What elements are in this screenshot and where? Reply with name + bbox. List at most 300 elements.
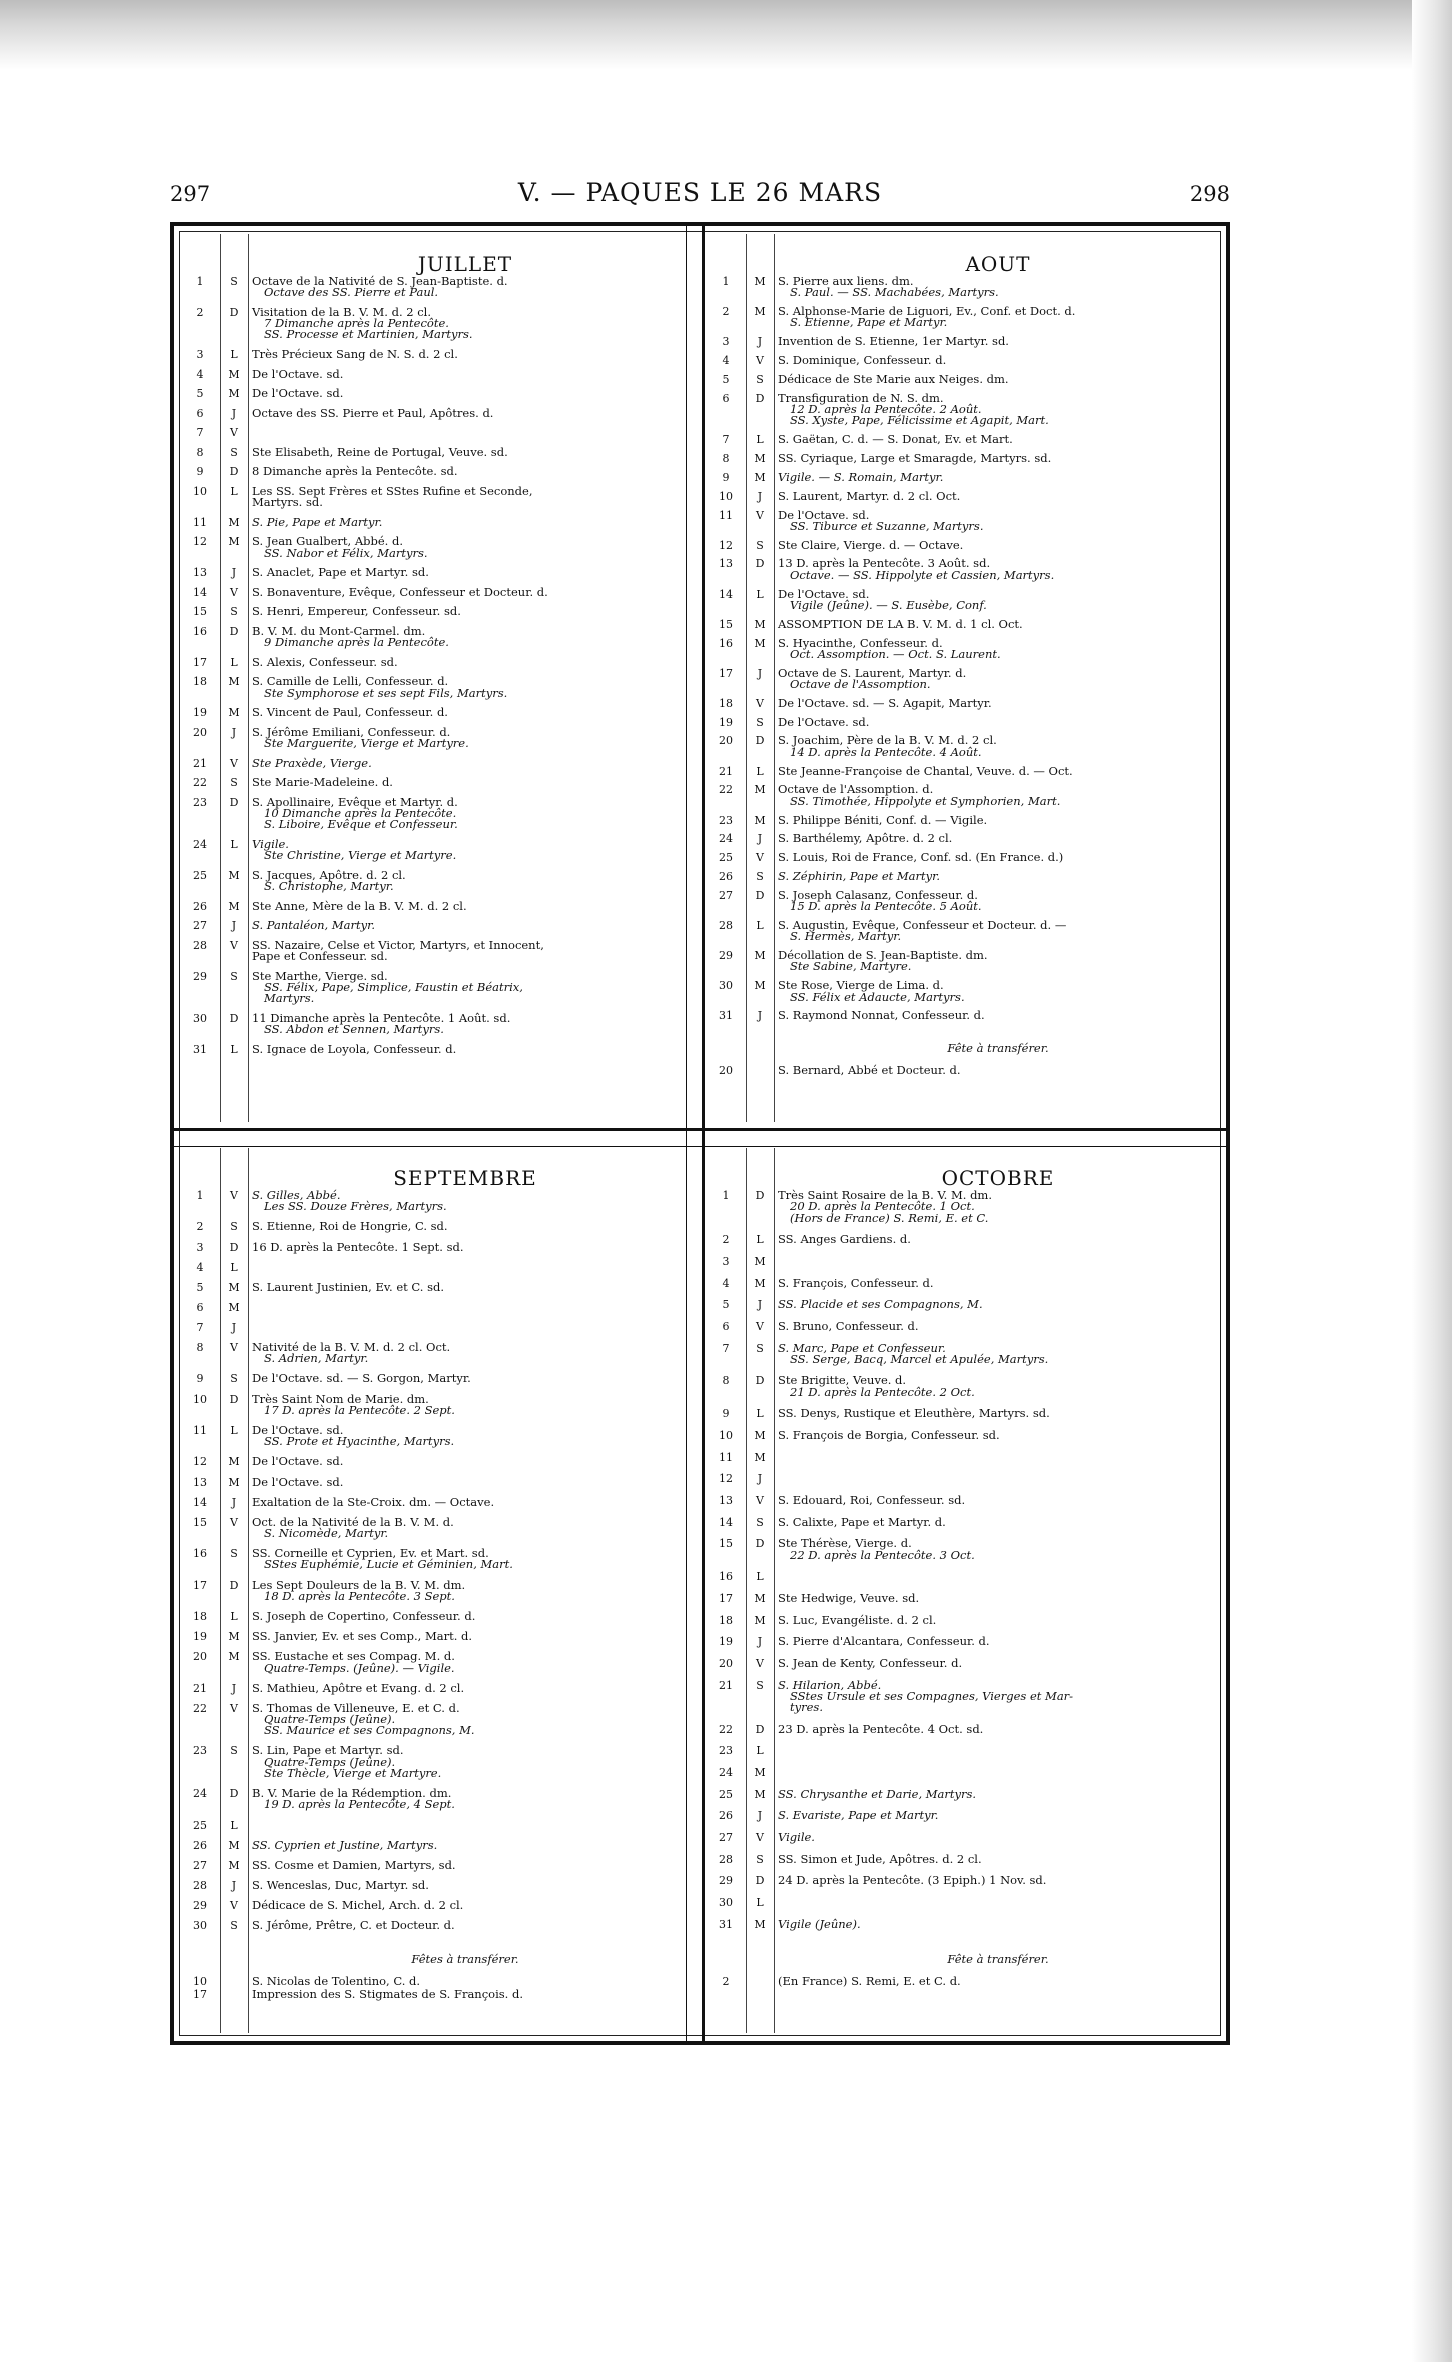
feast-line: SS. Félix et Adaucte, Martyrs. bbox=[790, 989, 965, 1004]
weekday-letter: M bbox=[754, 1591, 766, 1605]
day-number: 1 bbox=[196, 1189, 204, 1202]
feast-line: S. Jérôme, Prêtre, C. et Docteur. d. bbox=[252, 1918, 455, 1933]
feast-line: 21 D. après la Pentecôte. 2 Oct. bbox=[790, 1384, 975, 1399]
feast-line: SS. Serge, Bacq, Marcel et Apulée, Martyrs. bbox=[790, 1351, 1049, 1366]
scan-noise-right bbox=[1412, 0, 1452, 2362]
weekday-letter: V bbox=[230, 1341, 238, 1355]
feast-line: Octave de S. Laurent, Martyr. d. bbox=[778, 665, 967, 680]
feast-line: Quatre-Temps (Jeûne). bbox=[264, 1712, 396, 1727]
weekday-letter: M bbox=[228, 1838, 240, 1852]
weekday-letter: M bbox=[228, 899, 240, 913]
weekday-letter: J bbox=[757, 1009, 763, 1023]
feast-line: 8 Dimanche après la Pentecôte. sd. bbox=[252, 464, 458, 479]
weekday-letter: M bbox=[754, 1429, 766, 1443]
feast-line: SStes Euphémie, Lucie et Géminien, Mart. bbox=[264, 1557, 513, 1572]
feast-line: S. Hyacinthe, Confesseur. d. bbox=[778, 635, 943, 650]
day-number: 7 bbox=[722, 433, 730, 447]
weekday-letter: L bbox=[756, 1407, 764, 1421]
feast-line: S. Lin, Pape et Martyr. sd. bbox=[252, 1743, 404, 1758]
feast-line: S. Pierre d'Alcantara, Confesseur. d. bbox=[778, 1634, 990, 1649]
weekday-letter: D bbox=[755, 557, 765, 571]
feast-line: Invention de S. Etienne, 1er Martyr. sd. bbox=[778, 334, 1009, 349]
day-number: 27 bbox=[193, 919, 207, 933]
weekday-letter: V bbox=[756, 354, 764, 368]
transfer-heading: Fête à transférer. bbox=[947, 1040, 1049, 1055]
weekday-letter: D bbox=[755, 1189, 765, 1202]
weekday-letter: M bbox=[754, 452, 766, 465]
feast-line: De l'Octave. sd. bbox=[778, 586, 870, 601]
weekday-letter: S bbox=[230, 1744, 238, 1758]
day-number: 14 bbox=[193, 585, 207, 599]
weekday-letter: D bbox=[755, 1537, 765, 1551]
weekday-letter: L bbox=[230, 1042, 238, 1056]
day-number: 8 bbox=[196, 1341, 204, 1355]
feast-line: S. Wenceslas, Duc, Martyr. sd. bbox=[252, 1877, 429, 1892]
day-number: 26 bbox=[193, 899, 207, 913]
feast-line: S. Alphonse-Marie de Liguori, Ev., Conf. et Doct. d. bbox=[778, 304, 1076, 319]
weekday-letter: J bbox=[231, 1878, 237, 1892]
weekday-letter: L bbox=[230, 837, 238, 851]
day-number: 12 bbox=[719, 1472, 733, 1486]
feast-line: S. Calixte, Pape et Martyr. d. bbox=[778, 1514, 946, 1529]
weekday-letter: M bbox=[754, 470, 766, 484]
weekday-letter: L bbox=[756, 919, 764, 933]
day-number: 21 bbox=[719, 1678, 733, 1692]
day-number: 19 bbox=[193, 706, 207, 720]
column-rule bbox=[774, 234, 775, 1122]
day-number: 10 bbox=[719, 489, 733, 503]
feast-line: SS. Maurice et ses Compagnons, M. bbox=[264, 1723, 475, 1738]
day-number: 3 bbox=[196, 348, 204, 362]
feast-line: Quatre-Temps. (Jeûne). — Vigile. bbox=[264, 1660, 455, 1675]
day-number: 7 bbox=[196, 426, 204, 440]
weekday-letter: S bbox=[756, 870, 764, 884]
vertical-divider bbox=[686, 226, 705, 2041]
weekday-letter: V bbox=[230, 938, 238, 952]
feast-line: S. Camille de Lelli, Confesseur. d. bbox=[252, 674, 449, 689]
feast-line: S. Laurent, Martyr. d. 2 cl. Oct. bbox=[778, 488, 961, 503]
weekday-letter: S bbox=[756, 1341, 764, 1355]
weekday-letter: D bbox=[755, 391, 765, 405]
feast-line: S. Luc, Evangéliste. d. 2 cl. bbox=[778, 1612, 937, 1627]
weekday-letter: V bbox=[756, 1494, 764, 1507]
day-number: 6 bbox=[196, 406, 204, 420]
weekday-letter: M bbox=[228, 1630, 240, 1644]
feast-line: Les Sept Douleurs de la B. V. M. dm. bbox=[252, 1577, 466, 1592]
feast-line: 14 D. après la Pentecôte. 4 Août. bbox=[790, 744, 982, 759]
feast-line: 16 D. après la Pentecôte. 1 Sept. sd. bbox=[252, 1239, 464, 1254]
day-number: 21 bbox=[193, 1681, 207, 1695]
day-number: 26 bbox=[719, 1809, 733, 1823]
day-number: 30 bbox=[193, 1919, 207, 1933]
day-number: 23 bbox=[193, 795, 207, 809]
feast-line: 7 Dimanche après la Pentecôte. bbox=[264, 316, 449, 331]
feast-line: 10 Dimanche après la Pentecôte. bbox=[264, 806, 457, 820]
column-rule bbox=[248, 234, 249, 1122]
feast-line: S. Barthélemy, Apôtre. d. 2 cl. bbox=[778, 831, 953, 846]
weekday-letter: M bbox=[754, 1276, 766, 1290]
weekday-letter: L bbox=[756, 1744, 764, 1758]
day-number: 12 bbox=[193, 535, 207, 549]
day-number: 2 bbox=[722, 1233, 730, 1247]
month-title: AOUT bbox=[965, 252, 1031, 276]
feast-line: Ste Hedwige, Veuve. sd. bbox=[778, 1590, 920, 1605]
weekday-letter: S bbox=[230, 445, 238, 459]
day-number: 24 bbox=[719, 832, 733, 846]
feast-line: 15 D. après la Pentecôte. 5 Août. bbox=[790, 899, 982, 914]
weekday-letter: L bbox=[230, 484, 238, 498]
feast-line: SS. Janvier, Ev. et ses Comp., Mart. d. bbox=[252, 1629, 473, 1644]
weekday-letter: M bbox=[754, 1254, 766, 1268]
feast-line: S. Ignace de Loyola, Confesseur. d. bbox=[252, 1041, 457, 1056]
day-number: 10 bbox=[193, 1392, 207, 1406]
day-number: 16 bbox=[719, 1570, 733, 1584]
transfer-feast: S. Bernard, Abbé et Docteur. d. bbox=[778, 1063, 961, 1078]
feast-line: Ste Thècle, Vierge et Martyre. bbox=[264, 1766, 442, 1781]
page-number-right: 298 bbox=[1189, 182, 1230, 206]
feast-line: SS. Xyste, Pape, Félicissime et Agapit, Mart. bbox=[790, 413, 1049, 428]
weekday-letter: M bbox=[228, 515, 240, 529]
feast-line: 13 D. après la Pentecôte. 3 Août. sd. bbox=[778, 556, 991, 571]
day-number: 7 bbox=[722, 1341, 730, 1355]
feast-line: 22 D. après la Pentecôte. 3 Oct. bbox=[790, 1547, 975, 1562]
feast-line: S. Jérôme Emiliani, Confesseur. d. bbox=[252, 724, 451, 739]
column-rule bbox=[248, 1148, 249, 2033]
feast-line: S. Raymond Nonnat, Confesseur. d. bbox=[778, 1008, 985, 1023]
day-number: 6 bbox=[722, 1319, 730, 1333]
feast-line: Ste Marie-Madeleine. d. bbox=[252, 775, 393, 790]
feast-line: 19 D. après la Pentecôte, 4 Sept. bbox=[264, 1797, 455, 1812]
quadrant-juillet bbox=[182, 234, 678, 1122]
day-number: 28 bbox=[193, 938, 207, 952]
day-number: 11 bbox=[719, 508, 733, 522]
day-number: 5 bbox=[196, 1280, 204, 1294]
weekday-letter: M bbox=[228, 1858, 240, 1872]
weekday-letter: D bbox=[229, 1240, 239, 1254]
day-number: 19 bbox=[719, 715, 733, 729]
feast-line: S. Paul. — SS. Machabées, Martyrs. bbox=[790, 285, 999, 300]
feast-line: Décollation de S. Jean-Baptiste. dm. bbox=[778, 948, 988, 963]
day-number: 17 bbox=[193, 655, 207, 669]
feast-line: Transfiguration de N. S. dm. bbox=[778, 390, 944, 405]
transfer-feast: Impression des S. Stigmates de S. François. d. bbox=[252, 1986, 523, 2001]
day-number: 16 bbox=[719, 636, 733, 650]
feast-line: SS. Félix, Pape, Simplice, Faustin et Béatrix, bbox=[264, 979, 523, 994]
feast-line: Vigile (Jeûne). bbox=[778, 1916, 861, 1931]
feast-line: De l'Octave. sd. — S. Agapit, Martyr. bbox=[778, 695, 992, 710]
feast-line: Dédicace de Ste Marie aux Neiges. dm. bbox=[778, 371, 1009, 386]
weekday-letter: M bbox=[228, 367, 240, 381]
weekday-letter: J bbox=[757, 666, 763, 680]
weekday-letter: V bbox=[230, 1701, 238, 1715]
weekday-letter: S bbox=[230, 1547, 238, 1561]
weekday-letter: M bbox=[228, 706, 240, 720]
day-number: 27 bbox=[193, 1858, 207, 1872]
feast-line: S. Zéphirin, Pape et Martyr. bbox=[778, 869, 941, 884]
day-number: 19 bbox=[193, 1630, 207, 1644]
feast-line: De l'Octave. sd. bbox=[252, 1474, 344, 1489]
feast-line: Très Saint Rosaire de la B. V. M. dm. bbox=[778, 1188, 992, 1202]
feast-line: Ste Christine, Vierge et Martyre. bbox=[264, 848, 457, 863]
feast-line: Octave de l'Assomption. bbox=[790, 676, 931, 691]
feast-line: Ste Sabine, Martyre. bbox=[790, 959, 912, 974]
weekday-letter: S bbox=[230, 1919, 238, 1933]
feast-line: S. Joseph Calasanz, Confesseur. d. bbox=[778, 887, 978, 902]
feast-line: SS. Timothée, Hippolyte et Symphorien, Mart. bbox=[790, 793, 1061, 808]
day-number: 4 bbox=[196, 1260, 204, 1274]
day-number: 19 bbox=[719, 1635, 733, 1649]
day-number: 23 bbox=[193, 1744, 207, 1758]
weekday-letter: S bbox=[230, 776, 238, 790]
transfer-feast: S. Nicolas de Tolentino, C. d. bbox=[252, 1974, 421, 1989]
weekday-letter: M bbox=[754, 1766, 766, 1780]
feast-line: Quatre-Temps (Jeûne). bbox=[264, 1754, 396, 1769]
feast-line: S. Joachim, Père de la B. V. M. d. 2 cl. bbox=[778, 733, 997, 748]
feast-line: SS. Cyriaque, Large et Smaragde, Martyrs. sd. bbox=[778, 451, 1052, 465]
feast-line: SS. Nabor et Félix, Martyrs. bbox=[264, 545, 428, 560]
day-number: 18 bbox=[193, 675, 207, 689]
day-number: 8 bbox=[722, 1374, 730, 1388]
weekday-letter: M bbox=[754, 636, 766, 650]
transfer-heading: Fêtes à transférer. bbox=[411, 1951, 519, 1966]
day-number: 14 bbox=[719, 587, 733, 601]
feast-line: 24 D. après la Pentecôte. (3 Epiph.) 1 Nov. sd. bbox=[778, 1873, 1047, 1888]
weekday-letter: V bbox=[756, 1831, 764, 1844]
day-number: 29 bbox=[719, 1874, 733, 1888]
day-number: 28 bbox=[719, 1852, 733, 1866]
feast-line: Vigile. bbox=[252, 836, 289, 851]
feast-line: S. Hermès, Martyr. bbox=[790, 929, 902, 944]
page-number-left: 297 bbox=[170, 182, 211, 206]
feast-line: Ste Anne, Mère de la B. V. M. d. 2 cl. bbox=[252, 898, 467, 913]
feast-line: S. Gilles, Abbé. bbox=[252, 1188, 341, 1202]
weekday-letter: S bbox=[756, 1515, 764, 1529]
weekday-letter: M bbox=[754, 1917, 766, 1931]
feast-line: S. Philippe Béniti, Conf. d. — Vigile. bbox=[778, 812, 988, 827]
day-number: 10 bbox=[193, 484, 207, 498]
feast-line: S. Alexis, Confesseur. sd. bbox=[252, 654, 398, 669]
feast-line: De l'Octave. sd. bbox=[778, 714, 870, 729]
day-number: 15 bbox=[719, 617, 733, 631]
weekday-letter: L bbox=[230, 1260, 238, 1274]
day-number: 25 bbox=[193, 868, 207, 882]
day-number: 25 bbox=[193, 1818, 207, 1832]
day-number: 5 bbox=[196, 387, 204, 401]
feast-line: S. Apollinaire, Evêque et Martyr. d. bbox=[252, 794, 458, 809]
day-number: 6 bbox=[722, 391, 730, 405]
weekday-letter: S bbox=[230, 969, 238, 983]
day-number: 20 bbox=[719, 1656, 733, 1670]
weekday-letter: L bbox=[756, 1895, 764, 1909]
day-number: 23 bbox=[719, 813, 733, 827]
feast-line: S. Pantaléon, Martyr. bbox=[252, 918, 376, 933]
day-number: 6 bbox=[196, 1300, 204, 1314]
day-number: 30 bbox=[193, 1011, 207, 1025]
weekday-letter: M bbox=[228, 1300, 240, 1314]
day-number: 25 bbox=[719, 851, 733, 865]
day-number: 8 bbox=[196, 445, 204, 459]
weekday-letter: J bbox=[757, 832, 763, 846]
feast-line: B. V. M. du Mont-Carmel. dm. bbox=[252, 623, 426, 638]
feast-line: SS. Nazaire, Celse et Victor, Martyrs, et Innocent, bbox=[252, 937, 544, 952]
weekday-letter: V bbox=[230, 1899, 238, 1913]
day-number: 2 bbox=[196, 305, 204, 319]
day-number: 29 bbox=[719, 949, 733, 963]
day-number: 3 bbox=[196, 1240, 204, 1254]
day-number: 27 bbox=[719, 888, 733, 902]
feast-line: Vigile (Jeûne). — S. Eusèbe, Conf. bbox=[790, 597, 987, 612]
weekday-letter: J bbox=[757, 1298, 763, 1312]
feast-line: Ste Thérèse, Vierge. d. bbox=[778, 1536, 912, 1551]
weekday-letter: M bbox=[754, 617, 766, 631]
feast-line: tyres. bbox=[790, 1700, 823, 1715]
weekday-letter: M bbox=[228, 1475, 240, 1489]
transfer-day: 10 bbox=[193, 1975, 207, 1989]
weekday-letter: V bbox=[756, 851, 764, 865]
feast-line: S. Christophe, Martyr. bbox=[264, 879, 394, 894]
feast-line: Octave de la Nativité de S. Jean-Baptiste. d. bbox=[252, 274, 508, 288]
weekday-letter: S bbox=[756, 1852, 764, 1866]
weekday-letter: M bbox=[228, 1280, 240, 1294]
weekday-letter: V bbox=[756, 508, 764, 522]
weekday-letter: M bbox=[754, 949, 766, 963]
day-number: 24 bbox=[719, 1766, 733, 1780]
day-number: 4 bbox=[722, 1276, 730, 1290]
day-number: 11 bbox=[193, 1424, 207, 1438]
calendar-frame bbox=[170, 222, 1230, 2045]
day-number: 31 bbox=[193, 1042, 207, 1056]
weekday-letter: L bbox=[230, 1818, 238, 1832]
feast-line: SS. Simon et Jude, Apôtres. d. 2 cl. bbox=[778, 1851, 982, 1866]
feast-line: Les SS. Douze Frères, Martyrs. bbox=[264, 1199, 447, 1214]
weekday-letter: S bbox=[756, 372, 764, 386]
day-number: 3 bbox=[722, 1254, 730, 1268]
weekday-letter: L bbox=[756, 433, 764, 447]
weekday-letter: J bbox=[231, 919, 237, 933]
feast-line: S. Thomas de Villeneuve, E. et C. d. bbox=[252, 1700, 460, 1715]
feast-line: Ste Rose, Vierge de Lima. d. bbox=[778, 978, 944, 993]
weekday-letter: J bbox=[231, 1495, 237, 1509]
weekday-letter: D bbox=[229, 465, 239, 479]
transfer-day: 20 bbox=[719, 1064, 733, 1078]
day-number: 14 bbox=[719, 1515, 733, 1529]
day-number: 15 bbox=[719, 1537, 733, 1551]
weekday-letter: D bbox=[755, 888, 765, 902]
day-number: 24 bbox=[193, 837, 207, 851]
feast-line: SStes Ursule et ses Compagnes, Vierges et Mar- bbox=[790, 1688, 1074, 1703]
weekday-letter: L bbox=[230, 1609, 238, 1623]
weekday-letter: M bbox=[228, 868, 240, 882]
weekday-letter: S bbox=[756, 538, 764, 552]
day-number: 20 bbox=[193, 1650, 207, 1664]
day-number: 8 bbox=[722, 452, 730, 465]
weekday-letter: M bbox=[754, 1450, 766, 1464]
month-title: JUILLET bbox=[417, 252, 513, 276]
feast-line: S. Jacques, Apôtre. d. 2 cl. bbox=[252, 867, 406, 882]
feast-line: ASSOMPTION DE LA B. V. M. d. 1 cl. Oct. bbox=[778, 616, 1023, 631]
day-number: 17 bbox=[193, 1578, 207, 1592]
day-number: 18 bbox=[719, 696, 733, 710]
feast-line: SS. Denys, Rustique et Eleuthère, Martyrs. sd. bbox=[778, 1406, 1050, 1421]
feast-line: S. Evariste, Pape et Martyr. bbox=[778, 1808, 939, 1823]
quadrant-aout bbox=[708, 234, 1218, 1122]
day-number: 18 bbox=[193, 1609, 207, 1623]
feast-line: S. Jean Gualbert, Abbé. d. bbox=[252, 534, 403, 549]
page-header bbox=[170, 178, 1230, 208]
day-number: 1 bbox=[722, 275, 730, 288]
weekday-letter: M bbox=[228, 675, 240, 689]
feast-line: Vigile. bbox=[778, 1830, 815, 1844]
weekday-letter: M bbox=[754, 979, 766, 993]
weekday-letter: S bbox=[756, 1678, 764, 1692]
feast-line: Les SS. Sept Frères et SStes Rufine et Seconde, bbox=[252, 483, 533, 498]
weekday-letter: L bbox=[230, 655, 238, 669]
weekday-letter: L bbox=[756, 764, 764, 778]
quadrant-octobre bbox=[708, 1148, 1218, 2033]
day-number: 10 bbox=[719, 1429, 733, 1443]
feast-line: Martyrs. sd. bbox=[252, 495, 323, 510]
feast-line: S. Pierre aux liens. dm. bbox=[778, 274, 914, 288]
feast-line: S. Augustin, Evêque, Confesseur et Docteur. d. — bbox=[778, 918, 1067, 933]
feast-line: S. François de Borgia, Confesseur. sd. bbox=[778, 1428, 1000, 1443]
feast-line: Pape et Confesseur. sd. bbox=[252, 949, 388, 963]
weekday-letter: L bbox=[756, 1233, 764, 1247]
day-number: 31 bbox=[719, 1917, 733, 1931]
day-number: 22 bbox=[719, 783, 733, 797]
feast-line: Octave de l'Assomption. d. bbox=[778, 782, 934, 797]
day-number: 2 bbox=[722, 305, 730, 319]
feast-line: (Hors de France) S. Remi, E. et C. bbox=[790, 1210, 989, 1225]
day-number: 30 bbox=[719, 979, 733, 993]
weekday-letter: J bbox=[757, 1809, 763, 1823]
feast-line: S. Dominique, Confesseur. d. bbox=[778, 353, 947, 368]
feast-line: Ste Marthe, Vierge. sd. bbox=[252, 968, 388, 983]
column-rule bbox=[774, 1148, 775, 2033]
weekday-letter: D bbox=[755, 734, 765, 748]
feast-line: SS. Anges Gardiens. d. bbox=[778, 1232, 911, 1247]
feast-line: Martyrs. bbox=[264, 991, 315, 1006]
feast-line: B. V. Marie de la Rédemption. dm. bbox=[252, 1786, 452, 1801]
weekday-letter: M bbox=[754, 1613, 766, 1627]
feast-line: S. François, Confesseur. d. bbox=[778, 1275, 934, 1290]
feast-line: S. Marc, Pape et Confesseur. bbox=[778, 1340, 946, 1355]
weekday-letter: M bbox=[228, 1455, 240, 1469]
day-number: 27 bbox=[719, 1831, 733, 1844]
feast-line: 11 Dimanche après la Pentecôte. 1 Août. sd. bbox=[252, 1010, 511, 1025]
feast-line: SS. Processe et Martinien, Martyrs. bbox=[264, 327, 473, 342]
feast-line: S. Gaëtan, C. d. — S. Donat, Ev. et Mart. bbox=[778, 432, 1013, 447]
feast-line: Dédicace de S. Michel, Arch. d. 2 cl. bbox=[252, 1898, 464, 1913]
weekday-letter: L bbox=[756, 587, 764, 601]
feast-line: 12 D. après la Pentecôte. 2 Août. bbox=[790, 402, 982, 417]
weekday-letter: D bbox=[229, 1578, 239, 1592]
feast-line: S. Adrien, Martyr. bbox=[264, 1351, 369, 1366]
feast-line: S. Pie, Pape et Martyr. bbox=[252, 514, 383, 529]
weekday-letter: M bbox=[228, 387, 240, 401]
day-number: 22 bbox=[193, 776, 207, 790]
feast-line: Ste Jeanne-Françoise de Chantal, Veuve. d. — Oct. bbox=[778, 763, 1073, 778]
weekday-letter: J bbox=[757, 489, 763, 503]
day-number: 11 bbox=[193, 515, 207, 529]
day-number: 20 bbox=[193, 725, 207, 739]
day-number: 12 bbox=[193, 1455, 207, 1469]
feast-line: Vigile. — S. Romain, Martyr. bbox=[778, 469, 944, 484]
weekday-letter: D bbox=[229, 624, 239, 638]
day-number: 13 bbox=[193, 1475, 207, 1489]
day-number: 9 bbox=[722, 1407, 730, 1421]
day-number: 1 bbox=[196, 275, 204, 288]
feast-line: S. Anaclet, Pape et Martyr. sd. bbox=[252, 565, 429, 580]
